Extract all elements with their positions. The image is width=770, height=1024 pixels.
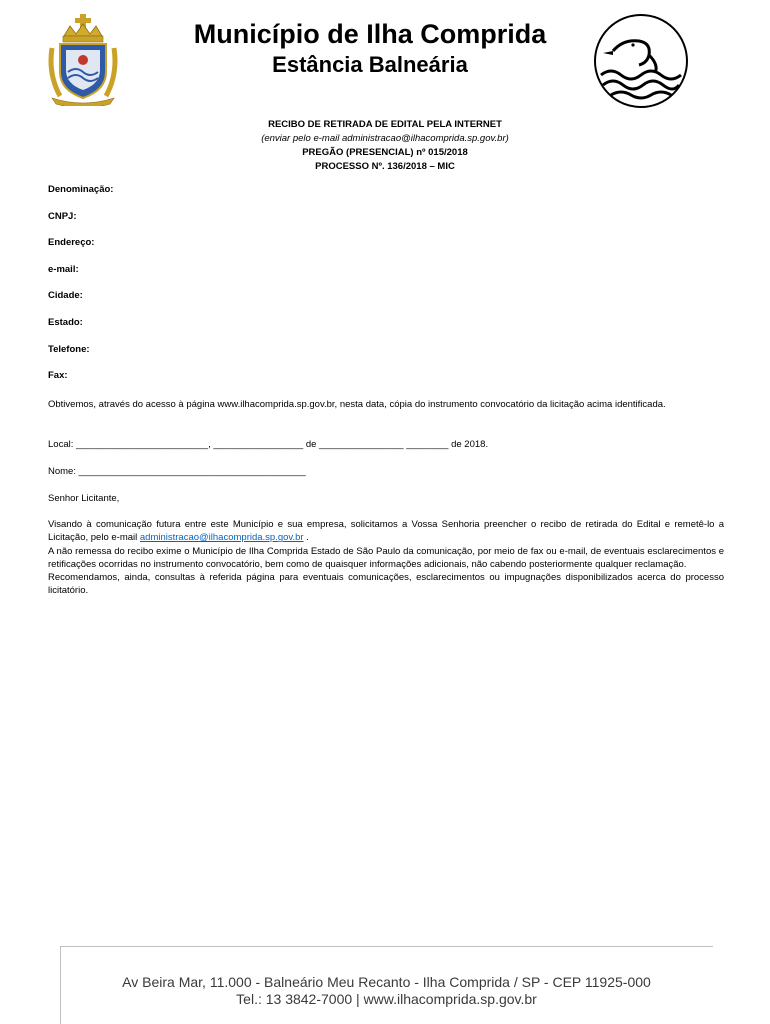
letterhead-title — [130, 18, 610, 80]
obtivemos-paragraph: Obtivemos, através do acesso à página www.ilhacomprida.sp.gov.br, nesta data, cópia do instrumento convocatório da licitação acima identificada. — [48, 399, 666, 410]
field-telefone[interactable]: Telefone: — [48, 343, 90, 355]
field-denominacao[interactable]: Denominação: — [48, 184, 114, 195]
receipt-title: RECIBO DE RETIRADA DE EDITAL PELA INTERNET — [268, 119, 502, 130]
send-instruction: (enviar pelo e-mail administracao@ilhacomprida.sp.gov.br) — [261, 133, 509, 144]
letterhead — [0, 0, 770, 110]
footer-address: Av Beira Mar, 11.000 - Balneário Meu Recanto - Ilha Comprida / SP - CEP 11925-000 — [122, 974, 651, 990]
nao-remessa-paragraph: A não remessa do recibo exime o Município de Ilha Comprida Estado de São Paulo da comunicação, por meio de fax ou e-mail, de eventuais esclarecimentos e retificações ocorridas no instrumento convocatório, bem como de quaisquer informações adicionais, não cabendo posteriormente qualquer reclamação. — [48, 545, 724, 570]
field-cnpj[interactable]: CNPJ: — [48, 210, 77, 222]
name-line[interactable]: Nome: ___________________________________________ — [48, 466, 306, 477]
municipality-name: Município de Ilha Comprida — [193, 19, 547, 49]
field-endereco[interactable]: Endereço: — [48, 237, 95, 249]
main-paragraphs — [48, 518, 724, 598]
document-heading — [0, 118, 770, 174]
salutation: Senhor Licitante, — [48, 493, 120, 504]
heron-waves-logo-icon — [593, 13, 689, 109]
email-link[interactable]: administracao@ilhacomprida.sp.gov.br — [139, 532, 304, 544]
pregao-number: PREGÃO (PRESENCIAL) nº 015/2018 — [302, 147, 468, 158]
field-email[interactable]: e-mail: — [48, 263, 79, 275]
visando-end: . — [303, 532, 309, 544]
recomendamos-paragraph: Recomendamos, ainda, consultas à referida página para eventuais comunicações, esclarecimentos ou impugnações disponibilizados acerca do processo licitatório. — [48, 572, 724, 597]
field-fax[interactable]: Fax: — [48, 370, 68, 382]
municipality-subtitle: Estância Balneária — [272, 52, 468, 77]
visando-text: Visando à comunicação futura entre este Município e sua empresa, solicitamos a Vossa Senhoria preencher o recibo de retirada do Edital e remetê-lo a Licitação, pelo e-mail — [48, 519, 724, 544]
municipal-coat-of-arms-icon — [46, 14, 120, 106]
local-date-line[interactable]: Local: _________________________, _________________ de ________________ ________ de 2018. — [48, 439, 489, 450]
footer-contact: Tel.: 13 3842-7000 | www.ilhacomprida.sp.gov.br — [236, 991, 537, 1007]
field-estado[interactable]: Estado: — [48, 316, 83, 328]
field-cidade[interactable]: Cidade: — [48, 290, 83, 302]
footer — [60, 974, 713, 1008]
bidder-fields — [48, 183, 113, 396]
visando-paragraph — [48, 518, 724, 545]
process-number: PROCESSO Nº. 136/2018 – MIC — [315, 161, 455, 172]
footer-divider — [60, 946, 713, 947]
